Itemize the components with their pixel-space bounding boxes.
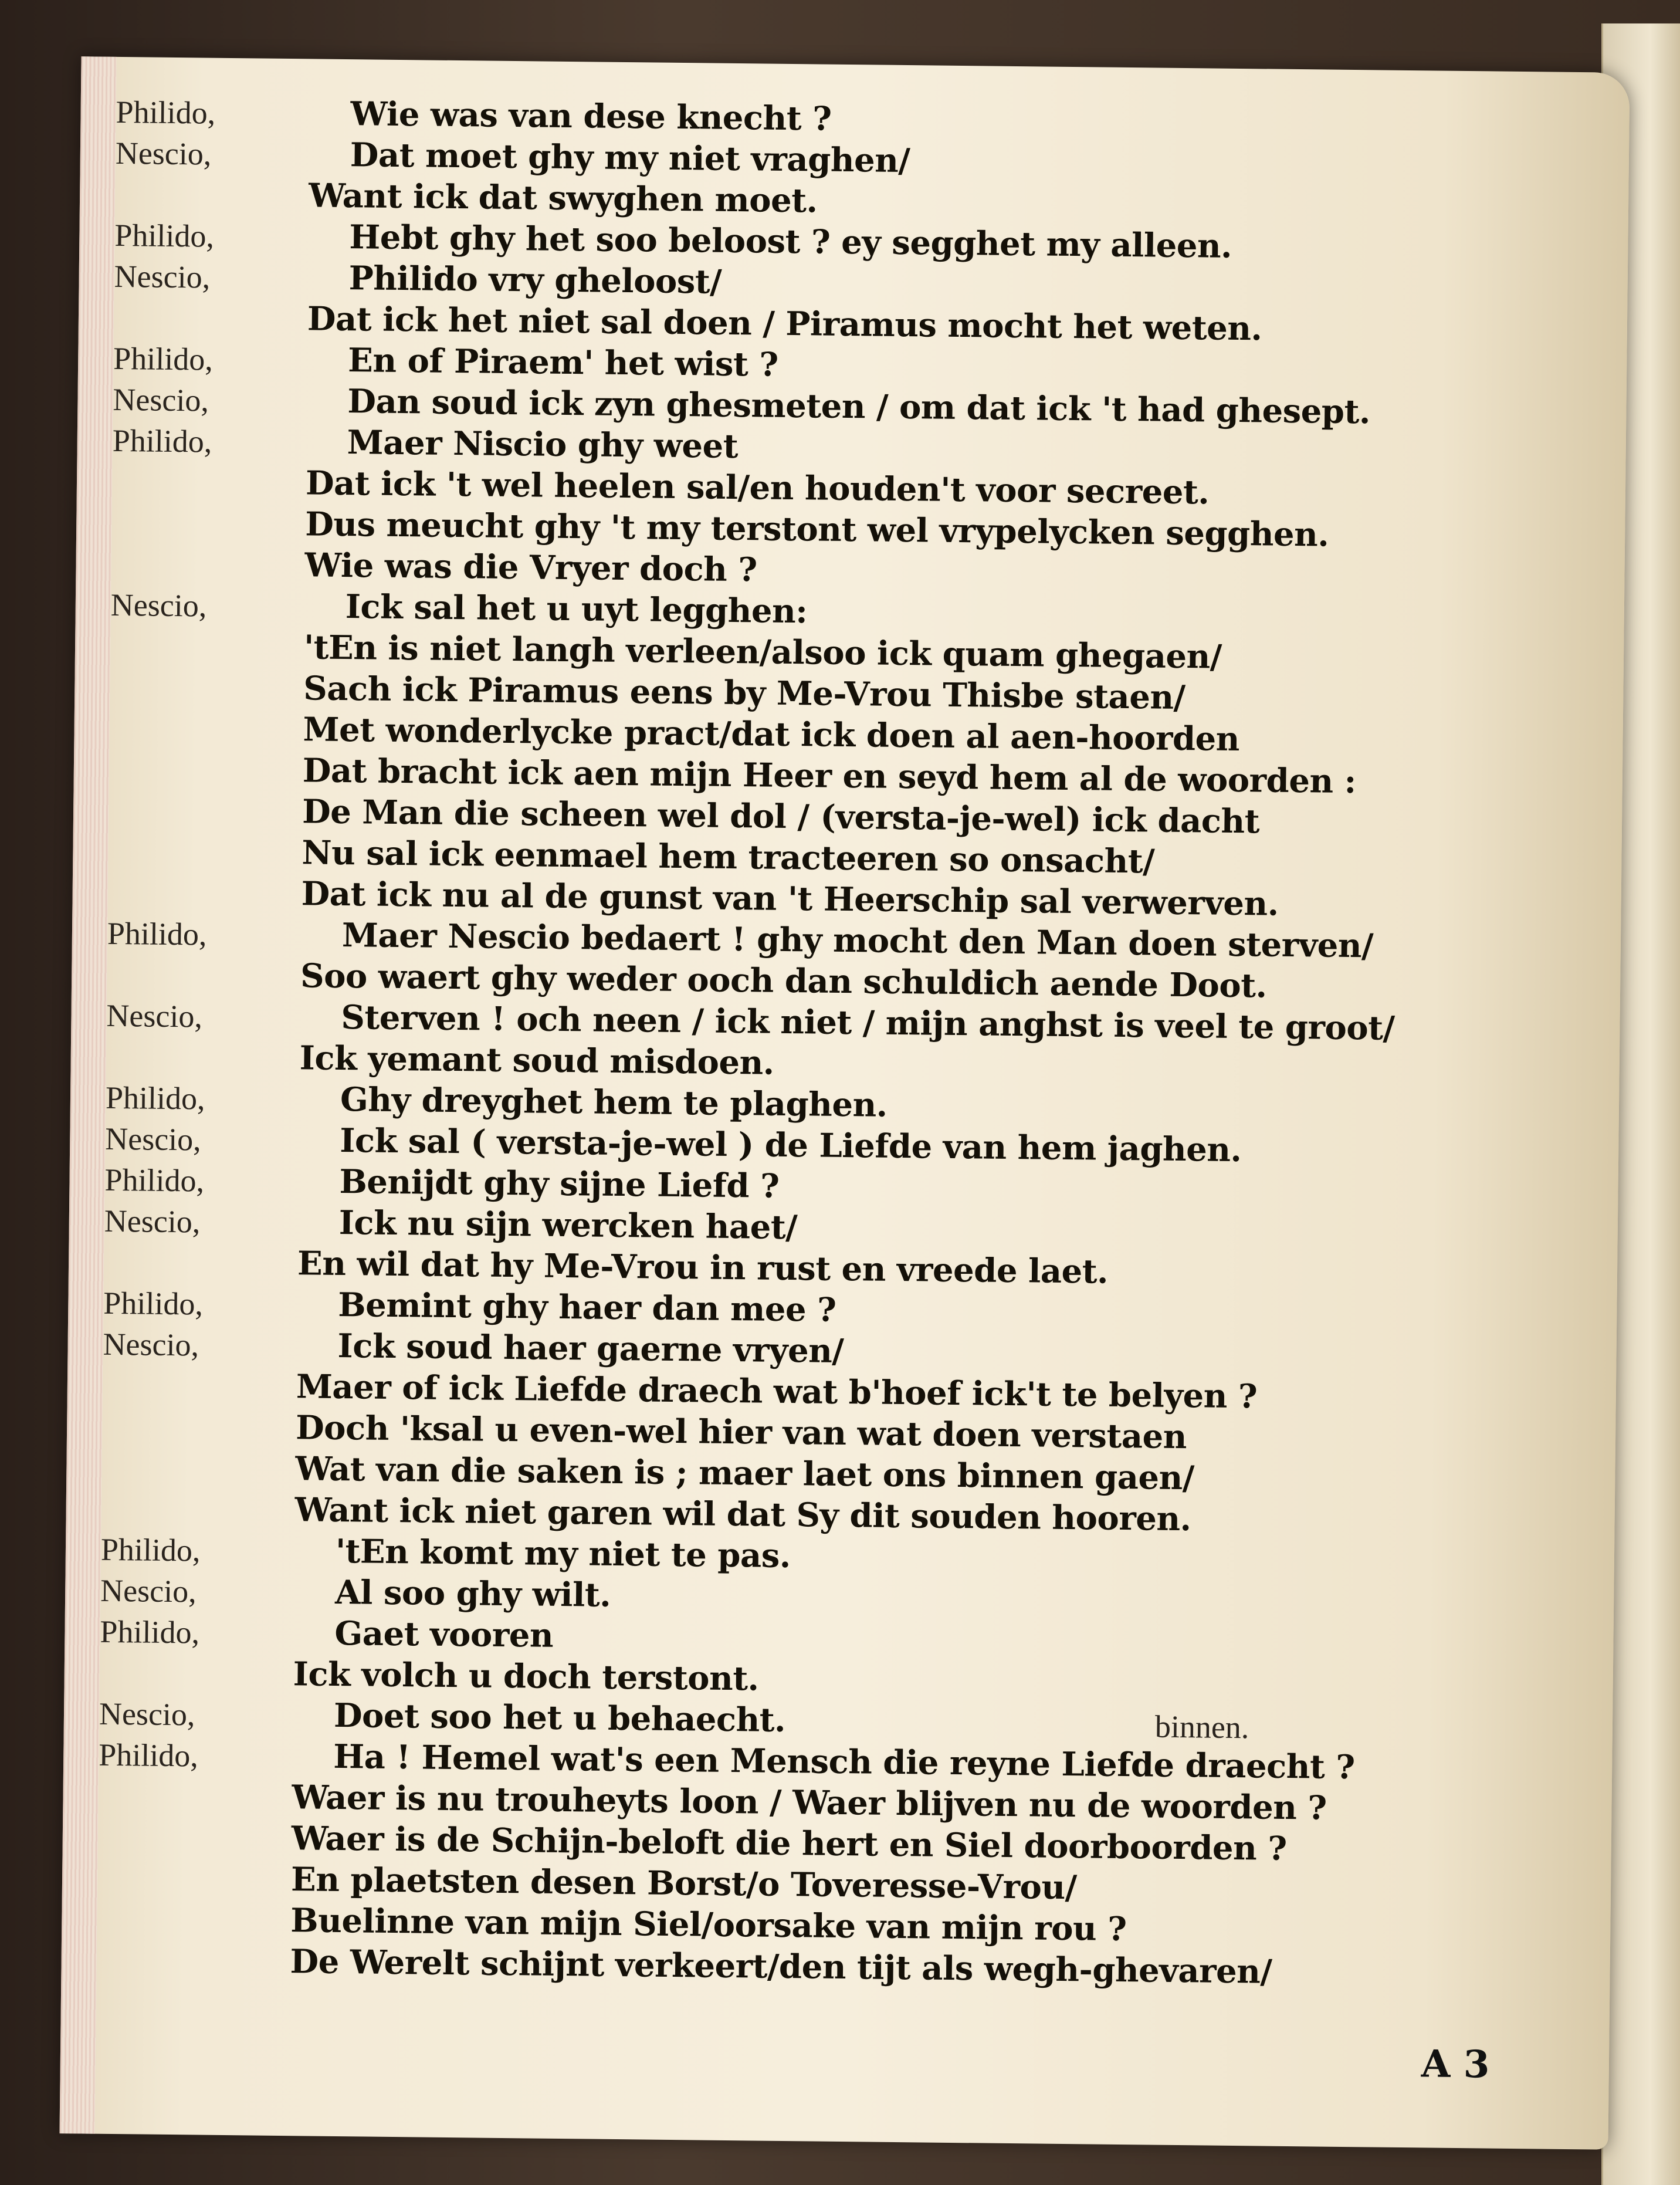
verse-text: Dat ick het niet sal doen / Piramus mocht het weten. xyxy=(307,299,1262,349)
verse-text: Wie was die Vryer doch ? xyxy=(304,546,757,590)
verse-text: Ick volch u doch terstont. xyxy=(293,1655,759,1699)
verse-text: Dus meucht ghy 't my terstont wel vrypelycken segghen. xyxy=(304,505,1329,554)
speaker-name xyxy=(97,1930,290,1932)
verse-text: Waer is nu trouheyts loon / Waer blijven nu de woorden ? xyxy=(292,1778,1327,1828)
verse-text: Dan soud ick zyn ghesmeten / om dat ick 't had ghesept. xyxy=(347,382,1371,432)
verse-text: 'tEn komt my niet te pas. xyxy=(335,1531,791,1576)
speaker-name: Nescio, xyxy=(99,1696,195,1733)
speaker-name: Philido, xyxy=(105,1080,205,1117)
play-text xyxy=(96,92,1547,1996)
verse-text: Sterven ! och neen / ick niet / mijn anghst is veel te groot/ xyxy=(341,998,1395,1048)
speaker-name: Nescio, xyxy=(104,1203,201,1240)
speaker-name xyxy=(110,698,303,699)
speaker-name: Philido, xyxy=(98,1737,199,1774)
verse-text: Gaet vooren xyxy=(334,1614,554,1655)
speaker-name xyxy=(112,492,306,494)
verse-text: Al soo ghy wilt. xyxy=(334,1572,611,1615)
speaker-name: Nescio, xyxy=(114,258,211,295)
speaker-name: Nescio, xyxy=(106,997,203,1034)
speaker-name: Philido, xyxy=(103,1285,204,1322)
verse-text: De Man die scheen wel dol / (versta-je-wel) ick dacht xyxy=(302,792,1260,841)
speaker-name: Philido, xyxy=(112,422,212,459)
verse-text: Bemint ghy haer dan mee ? xyxy=(338,1285,836,1330)
speaker-name: Nescio, xyxy=(110,587,207,624)
verse-text: Dat moet ghy my niet vraghen/ xyxy=(350,136,910,181)
speaker-name xyxy=(103,1396,296,1398)
verse-text: Doet soo het u behaecht. xyxy=(333,1696,786,1740)
verse-text: Soo waert ghy weder ooch dan schuldich aende Doot. xyxy=(300,956,1267,1006)
speaker-name xyxy=(96,1971,290,1973)
speaker-name: Nescio, xyxy=(103,1326,199,1363)
speaker-name xyxy=(101,1519,295,1521)
verse-text: Buelinne van mijn Siel/oorsake van mijn rou ? xyxy=(290,1901,1127,1949)
speaker-name: Nescio, xyxy=(115,135,212,172)
speaker-name xyxy=(115,205,309,207)
speaker-name: Philido, xyxy=(100,1614,200,1650)
speaker-name: Philido, xyxy=(107,915,207,952)
speaker-name xyxy=(114,328,307,330)
speaker-name: Nescio, xyxy=(100,1572,197,1609)
book-page xyxy=(60,56,1630,2149)
verse-text: Ick sal ( versta-je-wel ) de Liefde van hem jaghen. xyxy=(339,1121,1242,1170)
speaker-name: Philido, xyxy=(114,217,215,254)
speaker-name xyxy=(98,1848,292,1849)
speaker-name xyxy=(102,1437,296,1439)
verse-text: En of Piraem' het wist ? xyxy=(347,341,778,384)
verse-text: En wil dat hy Me-Vrou in rust en vreede laet. xyxy=(297,1244,1109,1291)
verse-text: Ick nu sijn wercken haet/ xyxy=(338,1203,798,1247)
verse-text: Ick soud haer gaerne vryen/ xyxy=(337,1326,844,1371)
speaker-name: Philido, xyxy=(100,1531,201,1568)
verse-text: Nu sal ick eenmael hem tracteeren so onsacht/ xyxy=(302,833,1155,881)
speaker-name xyxy=(101,1478,295,1480)
speaker-name xyxy=(109,780,303,782)
speaker-name xyxy=(110,657,304,658)
verse-text: Ick yemant soud misdoen. xyxy=(299,1039,775,1083)
speaker-name xyxy=(106,1067,300,1069)
verse-text: De Werelt schijnt verkeert/den tijt als wegh-ghevaren/ xyxy=(290,1942,1272,1991)
verse-text: Ha ! Hemel wat's een Mensch die reyne Liefde draecht ? xyxy=(333,1737,1355,1787)
verse-text: Wie was van dese knecht ? xyxy=(350,94,832,138)
verse-text: Dat ick 't wel heelen sal/en houden't voor secreet. xyxy=(305,464,1210,512)
speaker-name xyxy=(97,1889,291,1890)
verse-text: Doch 'ksal u even-wel hier van wat doen verstaen xyxy=(295,1408,1187,1457)
speaker-name xyxy=(109,821,302,823)
signature-mark: A 3 xyxy=(1421,2042,1490,2087)
speaker-name: Philido, xyxy=(104,1162,205,1199)
verse-text: Maer Nescio bedaert ! ghy mocht den Man doen sterven/ xyxy=(341,916,1374,966)
speaker-name xyxy=(111,574,304,576)
speaker-name xyxy=(107,985,300,987)
verse-text: En plaetsten desen Borst/o Toveresse-Vrou/ xyxy=(290,1860,1077,1907)
speaker-name: Nescio, xyxy=(104,1121,202,1158)
speaker-name xyxy=(108,903,302,905)
speaker-name: Philido, xyxy=(113,340,214,377)
verse-text: Maer of ick Liefde draech wat b'hoef ick't te belyen ? xyxy=(296,1367,1258,1416)
speaker-name xyxy=(109,739,303,740)
speaker-name: Nescio, xyxy=(113,381,209,418)
verse-text: Want ick niet garen wil dat Sy dit souden hooren. xyxy=(294,1490,1191,1539)
speaker-name: Philido, xyxy=(116,94,216,131)
verse-text: Wat van die saken is ; maer laet ons binnen gaen/ xyxy=(295,1449,1195,1498)
speaker-name xyxy=(104,1273,297,1274)
speaker-name xyxy=(111,533,305,535)
verse-text: Ghy dreyghet hem te plaghen. xyxy=(340,1080,888,1125)
verse-text: Want ick dat swyghen moet. xyxy=(308,176,818,221)
speaker-name xyxy=(100,1683,293,1685)
verse-text: Benijdt ghy sijne Liefd ? xyxy=(339,1162,780,1206)
verse-text: Met wonderlycke pract/dat ick doen al aen-hoorden xyxy=(303,710,1240,759)
verse-text: Dat ick nu al de gunst van 't Heerschip sal verwerven. xyxy=(301,874,1279,924)
verse-text: Maer Niscio ghy weet xyxy=(347,423,739,466)
verse-text: 'tEn is niet langh verleen/alsoo ick quam ghegaen/ xyxy=(303,628,1222,677)
verse-text: Philido vry gheloost/ xyxy=(348,259,722,302)
stage-direction: binnen. xyxy=(1154,1709,1249,1746)
speaker-name xyxy=(98,1807,292,1808)
verse-text: Waer is de Schijn-beloft die hert en Siel doorboorden ? xyxy=(291,1819,1287,1868)
speaker-name xyxy=(108,862,302,864)
verse-text: Hebt ghy het soo beloost ? ey segghet my alleen. xyxy=(349,218,1232,266)
verse-text: Sach ick Piramus eens by Me-Vrou Thisbe staen/ xyxy=(303,669,1186,718)
verse-text: Dat bracht ick aen mijn Heer en seyd hem al de woorden : xyxy=(302,751,1357,801)
verse-text: Ick sal het u uyt legghen: xyxy=(345,587,808,631)
